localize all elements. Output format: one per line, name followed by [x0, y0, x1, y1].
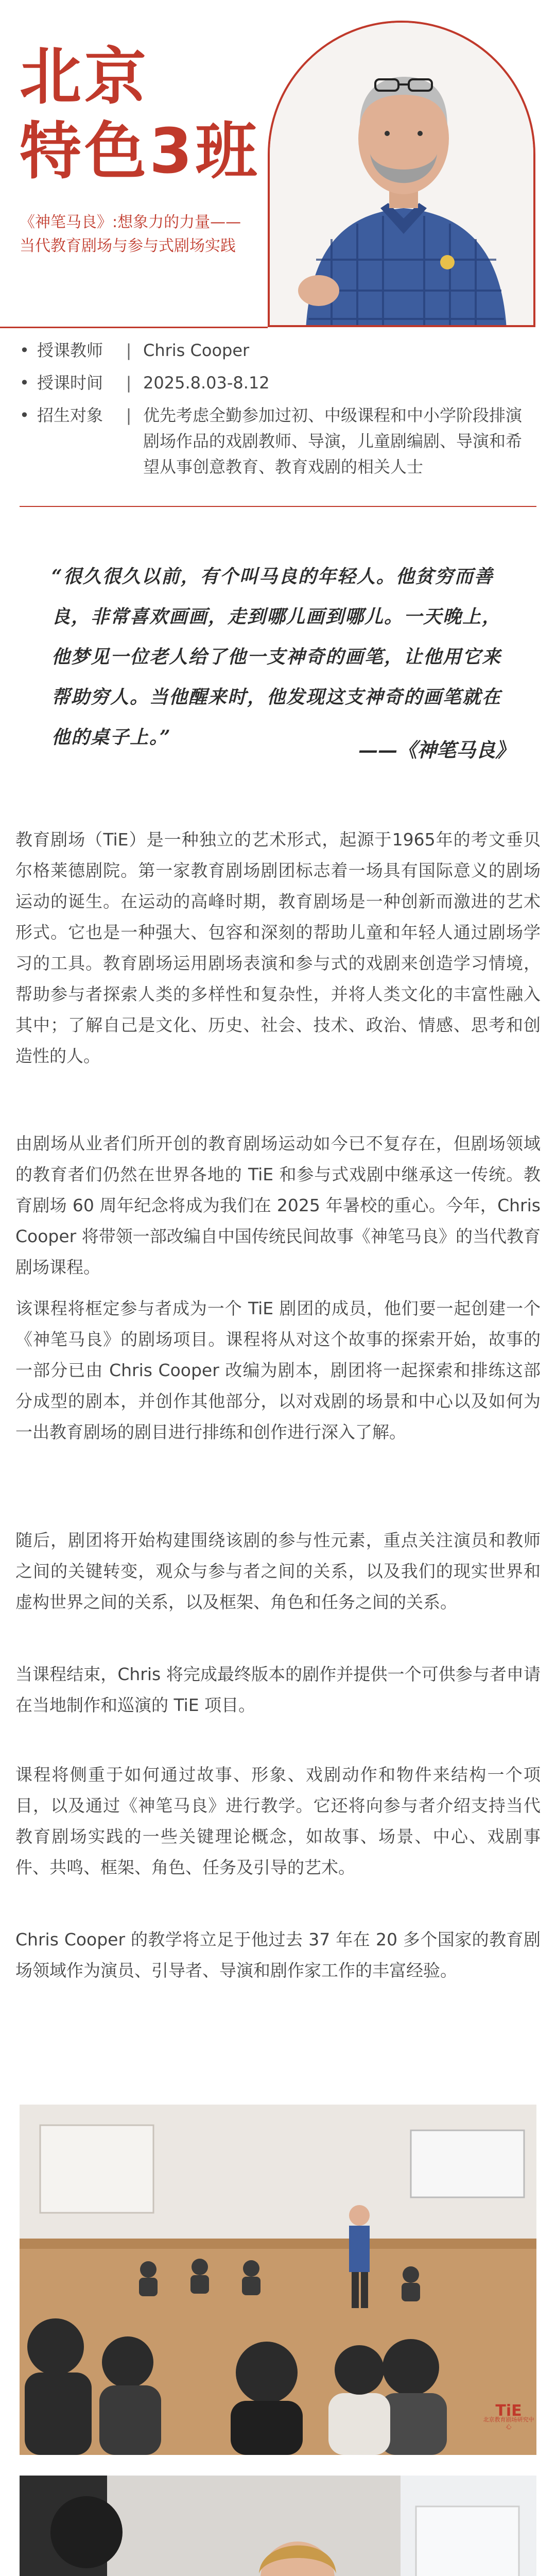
info-row-audience: [20, 402, 534, 480]
info-label: 授课教师: [37, 341, 103, 360]
workshop-photo-1-illustration: [20, 2105, 536, 2455]
info-value: Chris Cooper: [143, 341, 250, 360]
info-label: 招生对象: [37, 405, 103, 425]
story-quote: [51, 556, 515, 761]
info-label: 授课时间: [37, 373, 103, 393]
info-bullet: •: [20, 373, 29, 393]
subtitle-line-1: 《神笔马良》:想象力的力量——: [20, 213, 241, 231]
info-separator: |: [126, 373, 132, 393]
quote-attribution: ——《神笔马良》: [358, 738, 515, 761]
info-separator: |: [126, 341, 132, 360]
paragraph-5: 当课程结束，Chris 将完成最终版本的剧作并提供一个可供参与者申请在当地制作和巡演的 TiE 项目。: [15, 1664, 541, 1715]
workshop-photo-2-illustration: [20, 2476, 536, 2576]
quote-text: “很久很久以前，有个叫马良的年轻人。他贫穷而善良，非常喜欢画画，走到哪儿画到哪儿。一天晚上，他梦见一位老人给了他一支神奇的画笔，让他用它来帮助穷人。当他醒来时，他发现这支神奇的画笔就在他的桌子上。”: [51, 566, 502, 748]
teacher-portrait: [268, 21, 535, 327]
tie-logo-caption: 北京教育剧场研究中心: [483, 2416, 534, 2430]
info-row-teacher: [20, 337, 534, 363]
header-divider: [0, 327, 268, 328]
teacher-portrait-illustration: [270, 23, 535, 327]
info-bullet: •: [20, 341, 29, 360]
info-divider: [20, 506, 536, 507]
paragraph-7: Chris Cooper 的教学将立足于他过去 37 年在 20 多个国家的教育剧场领域作为演员、引导者、导演和剧作家工作的丰富经验。: [15, 1929, 541, 1980]
title-line-2: 特色3班: [20, 116, 260, 188]
paragraph-6: 课程将侧重于如何通过故事、形象、戏剧动作和物件来结构一个项目，以及通过《神笔马良》进行教学。它还将向参与者介绍支持当代教育剧场实践的一些关键理论概念，如故事、场景、中心、戏剧事件、共鸣、框架、角色、任务及引导的艺术。: [15, 1765, 541, 1877]
workshop-photo-2: [20, 2476, 536, 2576]
subtitle-line-2: 当代教育剧场与参与式剧场实践: [20, 237, 236, 255]
paragraph-2: 由剧场从业者们所开创的教育剧场运动如今已不复存在，但剧场领域的教育者们仍然在世界各地的 TiE 和参与式戏剧中继承这一传统。教育剧场 60 周年纪念将成为我们在 2025 年暑校的重心。今年，Chris Cooper 将带领一部改编自中国传统民间故事《神笔马良》的当代教育剧场课程。: [15, 1133, 541, 1277]
paragraph-4: 随后，剧团将开始构建围绕该剧的参与性元素，重点关注演员和教师之间的关键转变，观众与参与者之间的关系，以及我们的现实世界和虚构世界之间的关系，以及框架、角色和任务之间的关系。: [15, 1530, 541, 1612]
paragraph-1: 教育剧场（TiE）是一种独立的艺术形式，起源于1965年的考文垂贝尔格莱德剧院。第一家教育剧场剧团标志着一场具有国际意义的剧场运动的诞生。在运动的高峰时期，教育剧场是一种创新而激进的艺术形式。它也是一种强大、包容和深刻的帮助儿童和年轻人通过剧场学习的工具。教育剧场运用剧场表演和参与式的戏剧来创造学习情境，帮助参与者探索人类的多样性和复杂性，并将人类文化的丰富性融入其中；了解自己是文化、历史、社会、技术、政治、情感、思考和创造性的人。: [15, 829, 541, 1066]
info-row-time: [20, 370, 534, 396]
tie-logo-text: TiE: [495, 2402, 522, 2420]
info-value: 优先考虑全勤参加过初、中级课程和中小学阶段排演剧场作品的戏剧教师、导演，儿童剧编剧、导演和希望从事创意教育、教育戏剧的相关人士: [143, 405, 523, 477]
info-bullet: •: [20, 405, 29, 425]
title-line-1: 北京: [20, 41, 149, 113]
paragraph-3: 该课程将框定参与者成为一个 TiE 剧团的成员，他们要一起创建一个《神笔马良》的剧场项目。课程将从对这个故事的探索开始，故事的一部分已由 Chris Cooper 改编为剧本，剧团将一起探索和排练这部分成型的剧本，并创作其他部分，以对戏剧的场景和中心以及如何为一出教育剧场的剧目进行排练和创作进行深入了解。: [15, 1298, 541, 1442]
tie-logo-1: [483, 2402, 534, 2431]
header-section: [0, 0, 556, 515]
info-separator: |: [126, 405, 132, 425]
info-value: 2025.8.03-8.12: [143, 373, 270, 393]
workshop-photo-1: [20, 2105, 536, 2455]
